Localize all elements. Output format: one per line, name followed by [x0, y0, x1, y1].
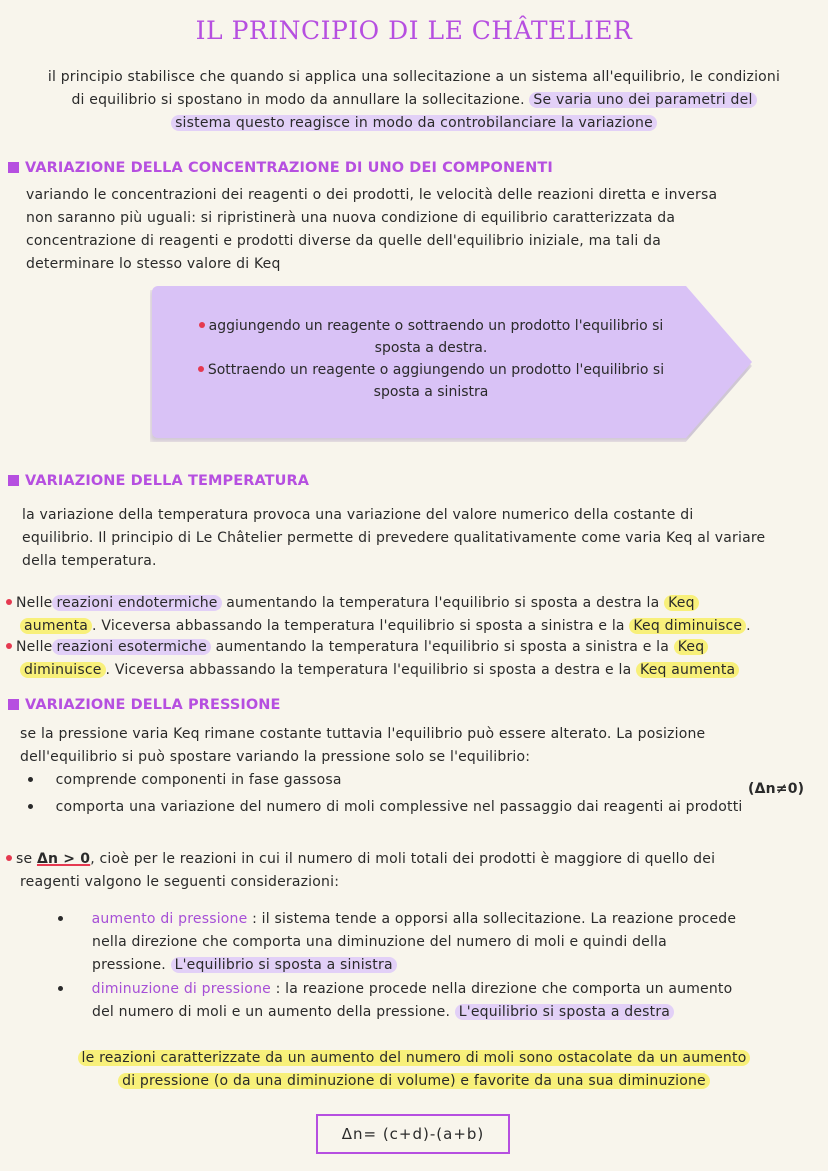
conclusion-highlight-2: di pressione (o da una diminuzione di volume) e favorite da una sua diminuzione: [118, 1073, 710, 1089]
pressure-increase-label: aumento di pressione: [91, 911, 248, 927]
condition-2-text: comporta una variazione del numero di moli complessive nel passaggio dai reagenti ai prodotti: [55, 799, 743, 815]
exo-keq-a: Keq: [674, 639, 709, 655]
exo-mid: aumentando la temperatura l'equilibrio si sposta a sinistra e la: [215, 639, 670, 655]
red-bullet-icon: [199, 322, 205, 328]
exothermic-line-2: [20, 659, 739, 682]
condition-1: [28, 769, 342, 792]
red-bullet-icon: [6, 599, 12, 605]
concentration-para-4: determinare lo stesso valore di Keq: [26, 256, 281, 272]
intro-line-2a: di equilibrio si spostano in modo da annullare la sollecitazione.: [71, 92, 525, 108]
section-concentration-heading: [8, 160, 553, 176]
pressure-para-1: se la pressione varia Keq rimane costante tuttavia l'equilibrio può essere alterato. La posizione: [20, 726, 706, 742]
page-title: IL PRINCIPIO DI LE CHÂTELIER: [195, 16, 633, 45]
section-temperature-title: VARIAZIONE DELLA TEMPERATURA: [25, 473, 310, 489]
endo-keq-a: Keq: [664, 595, 699, 611]
exo-mid2: . Viceversa abbassando la temperatura l'equilibrio si sposta a destra e la: [105, 662, 632, 678]
delta-positive-line-1: [6, 848, 715, 871]
condition-2: [28, 796, 743, 819]
pressure-decrease-label: diminuzione di pressione: [91, 981, 271, 997]
intro-line-2: [0, 89, 828, 112]
delta-positive-line-2: reagenti valgono le seguenti considerazioni:: [20, 874, 340, 890]
black-bullet-icon: [28, 777, 33, 782]
endo-mid: aumentando la temperatura l'equilibrio si sposta a destra la: [226, 595, 660, 611]
concentration-para-3: concentrazione di reagenti e prodotti diverse da quelle dell'equilibrio iniziale, ma tali da: [26, 233, 662, 249]
intro-highlight-a: Se varia uno dei parametri del: [529, 92, 756, 108]
conclusion-line-1: [0, 1047, 828, 1070]
callout-bullet-2-text-b: sposta a sinistra: [373, 384, 489, 400]
section-concentration-title: VARIAZIONE DELLA CONCENTRAZIONE DI UNO DEI COMPONENTI: [25, 160, 553, 176]
concentration-para-2: non saranno più uguali: si ripristinerà una nuova condizione di equilibrio caratterizzata da: [26, 210, 676, 226]
conclusion-line-2: [0, 1070, 828, 1093]
pressure-decrease-line-1: [58, 978, 732, 1001]
black-bullet-icon: [28, 804, 33, 809]
endothermic-line-2: [20, 615, 751, 638]
shift-right-highlight: L'equilibrio si sposta a destra: [455, 1004, 674, 1020]
delta-n-note: (Δn≠0): [748, 781, 805, 797]
pressure-increase-line-3: [92, 954, 397, 977]
temperature-para-1: la variazione della temperatura provoca una variazione del valore numerico della costante di: [22, 507, 694, 523]
endo-mid2: . Viceversa abbassando la temperatura l'equilibrio si sposta a sinistra e la: [92, 618, 625, 634]
square-bullet-icon: [8, 475, 19, 486]
section-pressure-heading: [8, 697, 281, 713]
exothermic-line-1: [6, 636, 708, 659]
delta-n-formula: Δn= (c+d)-(a+b): [316, 1114, 510, 1154]
exothermic-highlight: reazioni esotermiche: [52, 639, 210, 655]
red-bullet-icon: [6, 643, 12, 649]
pressure-increase-line-2: nella direzione che comporta una diminuzione del numero di moli e quindi della: [92, 934, 667, 950]
endo-keq-b: aumenta: [20, 618, 92, 634]
black-bullet-icon: [58, 986, 63, 991]
se-pre: se: [16, 851, 33, 867]
section-pressure-title: VARIAZIONE DELLA PRESSIONE: [25, 697, 281, 713]
condition-1-text: comprende componenti in fase gassosa: [55, 772, 342, 788]
shift-left-highlight: L'equilibrio si sposta a sinistra: [171, 957, 397, 973]
temperature-para-3: della temperatura.: [22, 553, 157, 569]
red-bullet-icon: [198, 366, 204, 372]
square-bullet-icon: [8, 699, 19, 710]
pressure-decrease-line-2: [92, 1001, 674, 1024]
black-bullet-icon: [58, 916, 63, 921]
exo-pre: Nelle: [16, 639, 53, 655]
temperature-para-2: equilibrio. Il principio di Le Châtelier permette di prevedere qualitativamente come varia Keq al variare: [22, 530, 766, 546]
endothermic-highlight: reazioni endotermiche: [52, 595, 221, 611]
pressure-decrease-text-2a: del numero di moli e un aumento della pressione.: [92, 1004, 451, 1020]
callout-bullet-1-text-b: sposta a destra.: [374, 340, 488, 356]
endo-pre: Nelle: [16, 595, 53, 611]
callout-bullet-2: [166, 359, 696, 403]
se-line-1: , cioè per le reazioni in cui il numero di moli totali dei prodotti è maggiore di quello dei: [90, 851, 716, 867]
pressure-increase-line-1: [58, 908, 736, 931]
endothermic-line-1: [6, 592, 699, 615]
intro-line-3: [0, 112, 828, 135]
pressure-para-2: dell'equilibrio si può spostare variando la pressione solo se l'equilibrio:: [20, 749, 531, 765]
callout-bullet-2-text-a: Sottraendo un reagente o aggiungendo un prodotto l'equilibrio si: [207, 362, 665, 378]
callout-bullet-1-text-a: aggiungendo un reagente o sottraendo un prodotto l'equilibrio si: [208, 318, 664, 334]
intro-highlight-b: sistema questo reagisce in modo da controbilanciare la variazione: [171, 115, 657, 131]
endo-end: .: [746, 618, 751, 634]
pressure-increase-text-1: : il sistema tende a opporsi alla sollecitazione. La reazione procede: [247, 911, 737, 927]
delta-n-condition: Δn > 0: [36, 851, 91, 867]
endo-keq-diminuisce: Keq diminuisce: [629, 618, 746, 634]
callout-bullet-1: [166, 315, 696, 359]
exo-keq-b: diminuisce: [20, 662, 106, 678]
intro-line-1: il principio stabilisce che quando si applica una sollecitazione a un sistema all'equilibrio, le condizioni: [47, 69, 781, 85]
pressure-decrease-text-1: : la reazione procede nella direzione che comporta un aumento: [270, 981, 733, 997]
exo-keq-aumenta: Keq aumenta: [636, 662, 739, 678]
square-bullet-icon: [8, 162, 19, 173]
section-temperature-heading: [8, 473, 309, 489]
concentration-para-1: variando le concentrazioni dei reagenti o dei prodotti, le velocità delle reazioni diretta e inversa: [26, 187, 718, 203]
red-bullet-icon: [6, 855, 12, 861]
conclusion-highlight-1: le reazioni caratterizzate da un aumento del numero di moli sono ostacolate da un aumento: [78, 1050, 751, 1066]
pressure-increase-text-3a: pressione.: [92, 957, 166, 973]
